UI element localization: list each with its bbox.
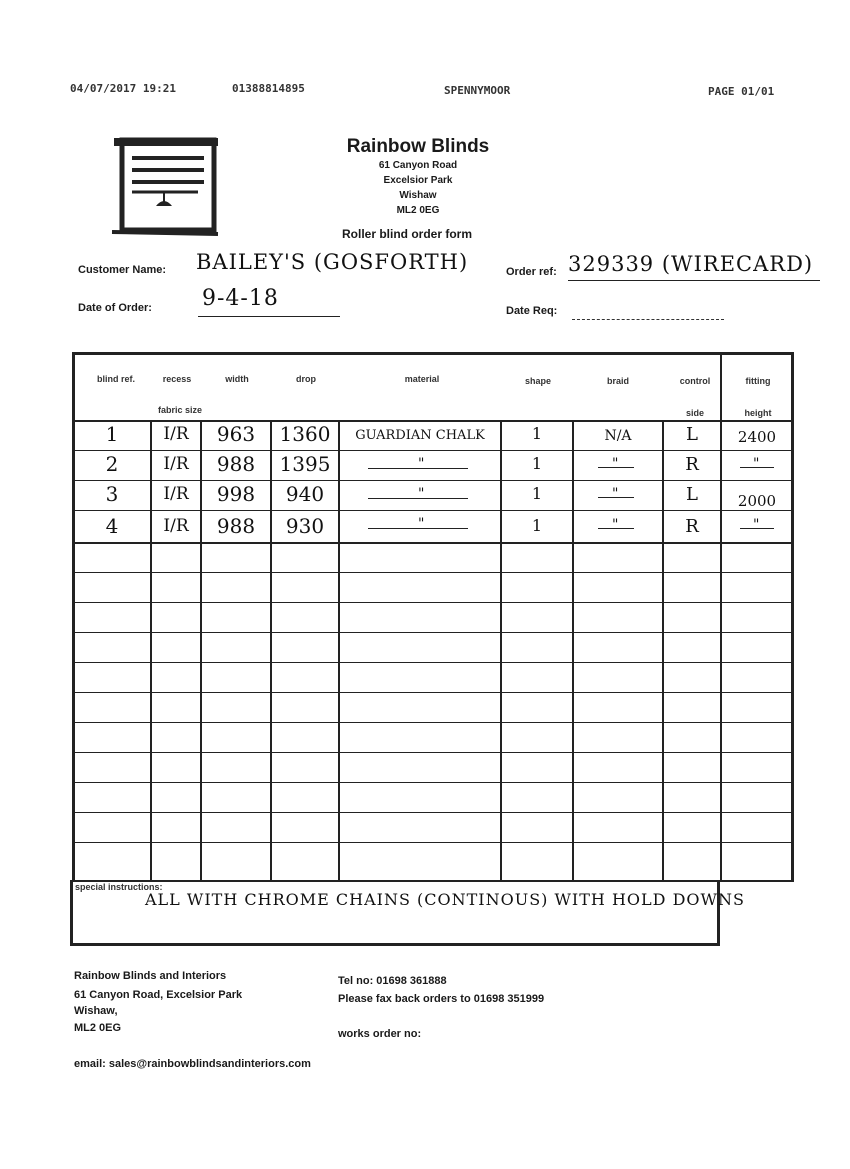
customer-name-label: Customer Name: bbox=[78, 264, 167, 276]
row1-material: GUARDIAN CHALK bbox=[355, 428, 485, 443]
footer-address1: 61 Canyon Road, Excelsior Park bbox=[74, 989, 243, 1001]
order-ref-value[interactable]: 329339 (WIRECARD) bbox=[568, 252, 814, 276]
header-height: height bbox=[744, 408, 772, 418]
row-line bbox=[72, 572, 794, 573]
date-of-order-underline bbox=[198, 316, 340, 317]
company-postcode: ML2 0EG bbox=[396, 205, 440, 216]
row-line bbox=[72, 782, 794, 783]
row3-ref: 3 bbox=[105, 482, 119, 506]
row2-recess: I/R bbox=[163, 454, 189, 474]
date-of-order-label: Date of Order: bbox=[78, 302, 152, 314]
row-line bbox=[72, 480, 794, 481]
row1-drop: 1360 bbox=[279, 422, 331, 446]
date-req-label: Date Req: bbox=[506, 305, 558, 317]
row-line bbox=[72, 420, 794, 422]
row2-fitting: " bbox=[753, 456, 760, 472]
table-border-top bbox=[72, 352, 794, 355]
special-instructions-text[interactable]: ALL WITH CHROME CHAINS (CONTINOUS) WITH HOLD DOWNS bbox=[145, 890, 745, 909]
special-instructions-box bbox=[70, 880, 745, 946]
footer-tel: Tel no: 01698 361888 bbox=[338, 975, 447, 987]
header-side: side bbox=[685, 408, 704, 418]
fax-location: SPENNYMOOR bbox=[444, 84, 511, 97]
row3-braid: " bbox=[612, 486, 619, 502]
header-braid: braid bbox=[606, 376, 629, 386]
order-table bbox=[72, 352, 794, 882]
row4-recess: I/R bbox=[163, 516, 189, 536]
form-title: Roller blind order form bbox=[342, 227, 473, 241]
row4-drop: 930 bbox=[285, 514, 325, 538]
row-line bbox=[72, 510, 794, 511]
row1-shape: 1 bbox=[531, 424, 543, 443]
row1-width: 963 bbox=[216, 422, 256, 446]
date-of-order-value[interactable]: 9-4-18 bbox=[202, 286, 279, 311]
header-material: material bbox=[404, 374, 440, 384]
header-recess: recess bbox=[162, 374, 192, 384]
blind-logo-icon bbox=[108, 134, 220, 244]
row4-shape: 1 bbox=[531, 516, 543, 535]
row2-control: R bbox=[685, 454, 699, 475]
header-shape: shape bbox=[524, 376, 551, 386]
row3-shape: 1 bbox=[531, 484, 543, 503]
company-name: Rainbow Blinds bbox=[346, 136, 490, 157]
footer-works-order: works order no: bbox=[338, 1028, 422, 1040]
header-blind-ref: blind ref. bbox=[97, 374, 135, 384]
footer-postcode: ML2 0EG bbox=[74, 1022, 122, 1034]
row2-braid: " bbox=[612, 456, 619, 472]
header-fitting: fitting bbox=[745, 376, 771, 386]
row4-braid: " bbox=[612, 517, 619, 533]
company-address2: Excelsior Park bbox=[383, 175, 453, 186]
row2-drop: 1395 bbox=[279, 452, 331, 476]
row2-shape: 1 bbox=[531, 454, 543, 473]
header-drop: drop bbox=[296, 374, 316, 384]
row1-ref: 1 bbox=[105, 422, 119, 446]
company-address3: Wishaw bbox=[399, 190, 437, 201]
row-line bbox=[72, 842, 794, 843]
row-line bbox=[72, 662, 794, 663]
row4-fitting: " bbox=[753, 517, 760, 533]
row4-material: " bbox=[418, 516, 425, 532]
row-line bbox=[72, 722, 794, 723]
header-width: width bbox=[225, 374, 249, 384]
row-line bbox=[72, 692, 794, 693]
header-control: control bbox=[679, 376, 711, 386]
footer-address2: Wishaw, bbox=[74, 1005, 118, 1017]
row1-braid: N/A bbox=[604, 428, 632, 444]
row1-fitting: 2400 bbox=[737, 428, 777, 446]
row4-width: 988 bbox=[216, 514, 256, 538]
row2-width: 988 bbox=[216, 452, 256, 476]
special-instructions-label: special instructions: bbox=[75, 882, 163, 892]
order-ref-label: Order ref: bbox=[506, 266, 557, 278]
row-line bbox=[72, 752, 794, 753]
date-req-underline bbox=[572, 318, 724, 320]
row1-control: L bbox=[686, 424, 698, 445]
row-line bbox=[72, 632, 794, 633]
row1-recess: I/R bbox=[163, 424, 189, 444]
row2-ref: 2 bbox=[105, 452, 119, 476]
row3-drop: 940 bbox=[285, 482, 325, 506]
row4-ref: 4 bbox=[105, 514, 119, 538]
company-address1: 61 Canyon Road bbox=[378, 160, 458, 171]
row-line bbox=[72, 450, 794, 451]
row3-control: L bbox=[686, 484, 698, 505]
fax-number: 01388814895 bbox=[232, 82, 305, 95]
row-line bbox=[72, 812, 794, 813]
row3-material: " bbox=[418, 486, 425, 502]
fax-page: PAGE 01/01 bbox=[708, 85, 775, 98]
row4-control: R bbox=[685, 516, 699, 537]
row3-fitting: 2000 bbox=[737, 492, 777, 510]
order-ref-underline bbox=[568, 280, 820, 281]
row-line bbox=[72, 542, 794, 544]
footer-email[interactable]: email: sales@rainbowblindsandinteriors.com bbox=[74, 1058, 311, 1070]
customer-name-value[interactable]: BAILEY'S (GOSFORTH) bbox=[196, 250, 469, 274]
row3-recess: I/R bbox=[163, 484, 189, 504]
header-fabric-size: fabric size bbox=[157, 405, 203, 415]
fax-datetime: 04/07/2017 19:21 bbox=[70, 82, 176, 95]
row3-width: 998 bbox=[216, 482, 256, 506]
footer-fax-back: Please fax back orders to 01698 351999 bbox=[338, 993, 545, 1005]
row-line bbox=[72, 602, 794, 603]
footer-company: Rainbow Blinds and Interiors bbox=[74, 970, 227, 982]
row2-material: " bbox=[418, 456, 425, 472]
